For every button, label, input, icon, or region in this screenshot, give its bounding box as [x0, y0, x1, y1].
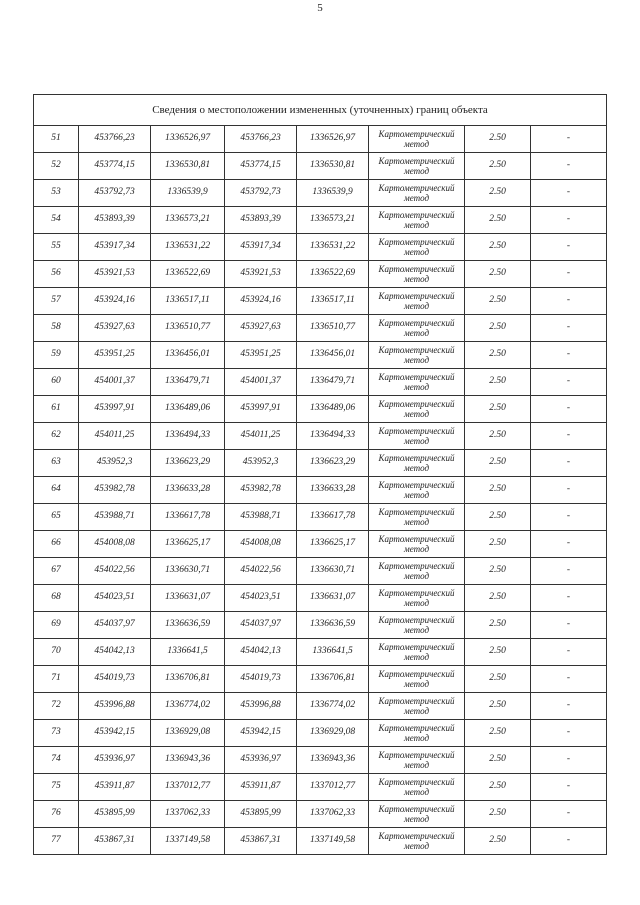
table-row: [34, 450, 607, 477]
existing-y-cell: 1336706,81: [151, 666, 225, 693]
point-number-cell: 68: [34, 585, 79, 612]
accuracy-cell: 2.50: [465, 153, 531, 180]
method-cell: Картометрический метод: [369, 180, 465, 207]
table-row: [34, 126, 607, 153]
existing-x-cell: 453774,15: [79, 153, 151, 180]
accuracy-cell: 2.50: [465, 180, 531, 207]
method-cell: Картометрический метод: [369, 774, 465, 801]
accuracy-cell: 2.50: [465, 504, 531, 531]
method-cell: Картометрический метод: [369, 477, 465, 504]
note-cell: -: [531, 396, 607, 423]
existing-y-cell: 1336456,01: [151, 342, 225, 369]
method-cell: Картометрический метод: [369, 369, 465, 396]
accuracy-cell: 2.50: [465, 585, 531, 612]
point-number-cell: 57: [34, 288, 79, 315]
point-number-cell: 77: [34, 828, 79, 855]
accuracy-cell: 2.50: [465, 720, 531, 747]
note-cell: -: [531, 504, 607, 531]
table-row: [34, 288, 607, 315]
note-cell: -: [531, 747, 607, 774]
existing-x-cell: 453895,99: [79, 801, 151, 828]
accuracy-cell: 2.50: [465, 477, 531, 504]
existing-y-cell: 1336617,78: [151, 504, 225, 531]
specified-x-cell: 453911,87: [225, 774, 297, 801]
accuracy-cell: 2.50: [465, 207, 531, 234]
existing-x-cell: 454023,51: [79, 585, 151, 612]
point-number-cell: 61: [34, 396, 79, 423]
existing-x-cell: 454037,97: [79, 612, 151, 639]
specified-y-cell: 1336526,97: [297, 126, 369, 153]
accuracy-cell: 2.50: [465, 423, 531, 450]
existing-x-cell: 453924,16: [79, 288, 151, 315]
method-cell: Картометрический метод: [369, 828, 465, 855]
specified-y-cell: 1336479,71: [297, 369, 369, 396]
existing-x-cell: 453893,39: [79, 207, 151, 234]
specified-y-cell: 1336539,9: [297, 180, 369, 207]
existing-y-cell: 1336526,97: [151, 126, 225, 153]
specified-x-cell: 453924,16: [225, 288, 297, 315]
method-cell: Картометрический метод: [369, 801, 465, 828]
point-number-cell: 59: [34, 342, 79, 369]
accuracy-cell: 2.50: [465, 666, 531, 693]
accuracy-cell: 2.50: [465, 828, 531, 855]
existing-y-cell: 1336625,17: [151, 531, 225, 558]
existing-y-cell: 1337062,33: [151, 801, 225, 828]
point-number-cell: 63: [34, 450, 79, 477]
specified-y-cell: 1336531,22: [297, 234, 369, 261]
point-number-cell: 54: [34, 207, 79, 234]
specified-x-cell: 453917,34: [225, 234, 297, 261]
method-cell: Картометрический метод: [369, 585, 465, 612]
boundary-coordinates-table: [33, 94, 607, 855]
point-number-cell: 73: [34, 720, 79, 747]
existing-y-cell: 1336573,21: [151, 207, 225, 234]
method-cell: Картометрический метод: [369, 747, 465, 774]
method-cell: Картометрический метод: [369, 558, 465, 585]
point-number-cell: 53: [34, 180, 79, 207]
table-row: [34, 342, 607, 369]
existing-y-cell: 1336539,9: [151, 180, 225, 207]
existing-x-cell: 454001,37: [79, 369, 151, 396]
table-row: [34, 720, 607, 747]
accuracy-cell: 2.50: [465, 774, 531, 801]
specified-y-cell: 1336943,36: [297, 747, 369, 774]
note-cell: -: [531, 828, 607, 855]
specified-x-cell: 454001,37: [225, 369, 297, 396]
note-cell: -: [531, 774, 607, 801]
accuracy-cell: 2.50: [465, 288, 531, 315]
existing-y-cell: 1336530,81: [151, 153, 225, 180]
table-row: [34, 504, 607, 531]
accuracy-cell: 2.50: [465, 639, 531, 666]
method-cell: Картометрический метод: [369, 423, 465, 450]
specified-x-cell: 453774,15: [225, 153, 297, 180]
specified-x-cell: 453936,97: [225, 747, 297, 774]
specified-y-cell: 1336617,78: [297, 504, 369, 531]
existing-x-cell: 453911,87: [79, 774, 151, 801]
method-cell: Картометрический метод: [369, 342, 465, 369]
specified-y-cell: 1336929,08: [297, 720, 369, 747]
existing-y-cell: 1336636,59: [151, 612, 225, 639]
existing-y-cell: 1336531,22: [151, 234, 225, 261]
accuracy-cell: 2.50: [465, 612, 531, 639]
specified-x-cell: 453792,73: [225, 180, 297, 207]
specified-y-cell: 1336631,07: [297, 585, 369, 612]
specified-x-cell: 454023,51: [225, 585, 297, 612]
point-number-cell: 66: [34, 531, 79, 558]
table-row: [34, 396, 607, 423]
point-number-cell: 64: [34, 477, 79, 504]
method-cell: Картометрический метод: [369, 531, 465, 558]
specified-y-cell: 1336530,81: [297, 153, 369, 180]
table-title: Сведения о местоположении измененных (уточненных) границ объекта: [34, 95, 607, 126]
note-cell: -: [531, 801, 607, 828]
existing-y-cell: 1336641,5: [151, 639, 225, 666]
point-number-cell: 69: [34, 612, 79, 639]
note-cell: -: [531, 585, 607, 612]
specified-x-cell: 454011,25: [225, 423, 297, 450]
point-number-cell: 72: [34, 693, 79, 720]
table-row: [34, 828, 607, 855]
specified-y-cell: 1336456,01: [297, 342, 369, 369]
method-cell: Картометрический метод: [369, 666, 465, 693]
table-row: [34, 585, 607, 612]
existing-x-cell: 454008,08: [79, 531, 151, 558]
specified-y-cell: 1336517,11: [297, 288, 369, 315]
existing-x-cell: 453951,25: [79, 342, 151, 369]
point-number-cell: 60: [34, 369, 79, 396]
note-cell: -: [531, 261, 607, 288]
existing-x-cell: 454019,73: [79, 666, 151, 693]
point-number-cell: 62: [34, 423, 79, 450]
existing-x-cell: 453927,63: [79, 315, 151, 342]
existing-y-cell: 1336489,06: [151, 396, 225, 423]
point-number-cell: 70: [34, 639, 79, 666]
accuracy-cell: 2.50: [465, 801, 531, 828]
method-cell: Картометрический метод: [369, 450, 465, 477]
table-row: [34, 261, 607, 288]
note-cell: -: [531, 639, 607, 666]
point-number-cell: 65: [34, 504, 79, 531]
note-cell: -: [531, 423, 607, 450]
point-number-cell: 56: [34, 261, 79, 288]
method-cell: Картометрический метод: [369, 612, 465, 639]
specified-y-cell: 1337012,77: [297, 774, 369, 801]
note-cell: -: [531, 180, 607, 207]
existing-x-cell: 453988,71: [79, 504, 151, 531]
method-cell: Картометрический метод: [369, 261, 465, 288]
specified-y-cell: 1337149,58: [297, 828, 369, 855]
method-cell: Картометрический метод: [369, 315, 465, 342]
method-cell: Картометрический метод: [369, 693, 465, 720]
specified-y-cell: 1336706,81: [297, 666, 369, 693]
accuracy-cell: 2.50: [465, 558, 531, 585]
specified-x-cell: 453952,3: [225, 450, 297, 477]
table-row: [34, 801, 607, 828]
accuracy-cell: 2.50: [465, 234, 531, 261]
table-row: [34, 693, 607, 720]
existing-x-cell: 453936,97: [79, 747, 151, 774]
table-row: [34, 612, 607, 639]
existing-y-cell: 1336631,07: [151, 585, 225, 612]
existing-x-cell: 453921,53: [79, 261, 151, 288]
note-cell: -: [531, 693, 607, 720]
note-cell: -: [531, 612, 607, 639]
accuracy-cell: 2.50: [465, 450, 531, 477]
existing-x-cell: 454022,56: [79, 558, 151, 585]
table-row: [34, 180, 607, 207]
specified-x-cell: 453951,25: [225, 342, 297, 369]
note-cell: -: [531, 315, 607, 342]
point-number-cell: 58: [34, 315, 79, 342]
specified-y-cell: 1336623,29: [297, 450, 369, 477]
specified-x-cell: 453942,15: [225, 720, 297, 747]
point-number-cell: 55: [34, 234, 79, 261]
existing-y-cell: 1336623,29: [151, 450, 225, 477]
table-row: [34, 315, 607, 342]
specified-y-cell: 1336633,28: [297, 477, 369, 504]
method-cell: Картометрический метод: [369, 288, 465, 315]
specified-x-cell: 454008,08: [225, 531, 297, 558]
existing-y-cell: 1336517,11: [151, 288, 225, 315]
specified-x-cell: 453997,91: [225, 396, 297, 423]
table-row: [34, 558, 607, 585]
accuracy-cell: 2.50: [465, 396, 531, 423]
method-cell: Картометрический метод: [369, 639, 465, 666]
table-header-row: [34, 95, 607, 126]
specified-x-cell: 453867,31: [225, 828, 297, 855]
specified-x-cell: 453927,63: [225, 315, 297, 342]
existing-y-cell: 1336774,02: [151, 693, 225, 720]
specified-x-cell: 454042,13: [225, 639, 297, 666]
point-number-cell: 76: [34, 801, 79, 828]
specified-x-cell: 453893,39: [225, 207, 297, 234]
existing-x-cell: 453867,31: [79, 828, 151, 855]
method-cell: Картометрический метод: [369, 396, 465, 423]
note-cell: -: [531, 234, 607, 261]
specified-x-cell: 453982,78: [225, 477, 297, 504]
note-cell: -: [531, 126, 607, 153]
table-row: [34, 747, 607, 774]
existing-x-cell: 453952,3: [79, 450, 151, 477]
specified-x-cell: 454019,73: [225, 666, 297, 693]
existing-x-cell: 454042,13: [79, 639, 151, 666]
specified-y-cell: 1336630,71: [297, 558, 369, 585]
accuracy-cell: 2.50: [465, 369, 531, 396]
specified-x-cell: 454022,56: [225, 558, 297, 585]
note-cell: -: [531, 207, 607, 234]
note-cell: -: [531, 450, 607, 477]
existing-y-cell: 1336522,69: [151, 261, 225, 288]
specified-x-cell: 453996,88: [225, 693, 297, 720]
table-row: [34, 369, 607, 396]
existing-y-cell: 1337012,77: [151, 774, 225, 801]
note-cell: -: [531, 558, 607, 585]
specified-y-cell: 1336510,77: [297, 315, 369, 342]
specified-y-cell: 1336494,33: [297, 423, 369, 450]
specified-x-cell: 453921,53: [225, 261, 297, 288]
specified-y-cell: 1336636,59: [297, 612, 369, 639]
table-row: [34, 423, 607, 450]
note-cell: -: [531, 153, 607, 180]
specified-y-cell: 1337062,33: [297, 801, 369, 828]
existing-y-cell: 1336630,71: [151, 558, 225, 585]
accuracy-cell: 2.50: [465, 747, 531, 774]
specified-x-cell: 453766,23: [225, 126, 297, 153]
existing-y-cell: 1337149,58: [151, 828, 225, 855]
table-row: [34, 666, 607, 693]
existing-y-cell: 1336633,28: [151, 477, 225, 504]
accuracy-cell: 2.50: [465, 531, 531, 558]
method-cell: Картометрический метод: [369, 720, 465, 747]
accuracy-cell: 2.50: [465, 342, 531, 369]
existing-y-cell: 1336943,36: [151, 747, 225, 774]
table-row: [34, 153, 607, 180]
specified-x-cell: 453895,99: [225, 801, 297, 828]
page-number: 5: [317, 2, 323, 14]
specified-y-cell: 1336641,5: [297, 639, 369, 666]
existing-x-cell: 453942,15: [79, 720, 151, 747]
point-number-cell: 75: [34, 774, 79, 801]
note-cell: -: [531, 369, 607, 396]
table-row: [34, 477, 607, 504]
existing-x-cell: 453766,23: [79, 126, 151, 153]
existing-y-cell: 1336479,71: [151, 369, 225, 396]
point-number-cell: 74: [34, 747, 79, 774]
note-cell: -: [531, 720, 607, 747]
method-cell: Картометрический метод: [369, 207, 465, 234]
method-cell: Картометрический метод: [369, 153, 465, 180]
accuracy-cell: 2.50: [465, 261, 531, 288]
existing-x-cell: 453997,91: [79, 396, 151, 423]
method-cell: Картометрический метод: [369, 234, 465, 261]
specified-y-cell: 1336489,06: [297, 396, 369, 423]
method-cell: Картометрический метод: [369, 504, 465, 531]
table-row: [34, 639, 607, 666]
note-cell: -: [531, 342, 607, 369]
specified-y-cell: 1336774,02: [297, 693, 369, 720]
existing-x-cell: 453982,78: [79, 477, 151, 504]
table-row: [34, 234, 607, 261]
existing-x-cell: 453996,88: [79, 693, 151, 720]
note-cell: -: [531, 666, 607, 693]
note-cell: -: [531, 288, 607, 315]
existing-y-cell: 1336510,77: [151, 315, 225, 342]
point-number-cell: 51: [34, 126, 79, 153]
specified-x-cell: 454037,97: [225, 612, 297, 639]
point-number-cell: 67: [34, 558, 79, 585]
specified-y-cell: 1336625,17: [297, 531, 369, 558]
existing-y-cell: 1336929,08: [151, 720, 225, 747]
accuracy-cell: 2.50: [465, 315, 531, 342]
method-cell: Картометрический метод: [369, 126, 465, 153]
note-cell: -: [531, 531, 607, 558]
table-row: [34, 207, 607, 234]
note-cell: -: [531, 477, 607, 504]
accuracy-cell: 2.50: [465, 693, 531, 720]
specified-x-cell: 453988,71: [225, 504, 297, 531]
table-row: [34, 774, 607, 801]
table-row: [34, 531, 607, 558]
point-number-cell: 52: [34, 153, 79, 180]
existing-x-cell: 453917,34: [79, 234, 151, 261]
specified-y-cell: 1336522,69: [297, 261, 369, 288]
existing-x-cell: 454011,25: [79, 423, 151, 450]
specified-y-cell: 1336573,21: [297, 207, 369, 234]
accuracy-cell: 2.50: [465, 126, 531, 153]
point-number-cell: 71: [34, 666, 79, 693]
existing-y-cell: 1336494,33: [151, 423, 225, 450]
existing-x-cell: 453792,73: [79, 180, 151, 207]
